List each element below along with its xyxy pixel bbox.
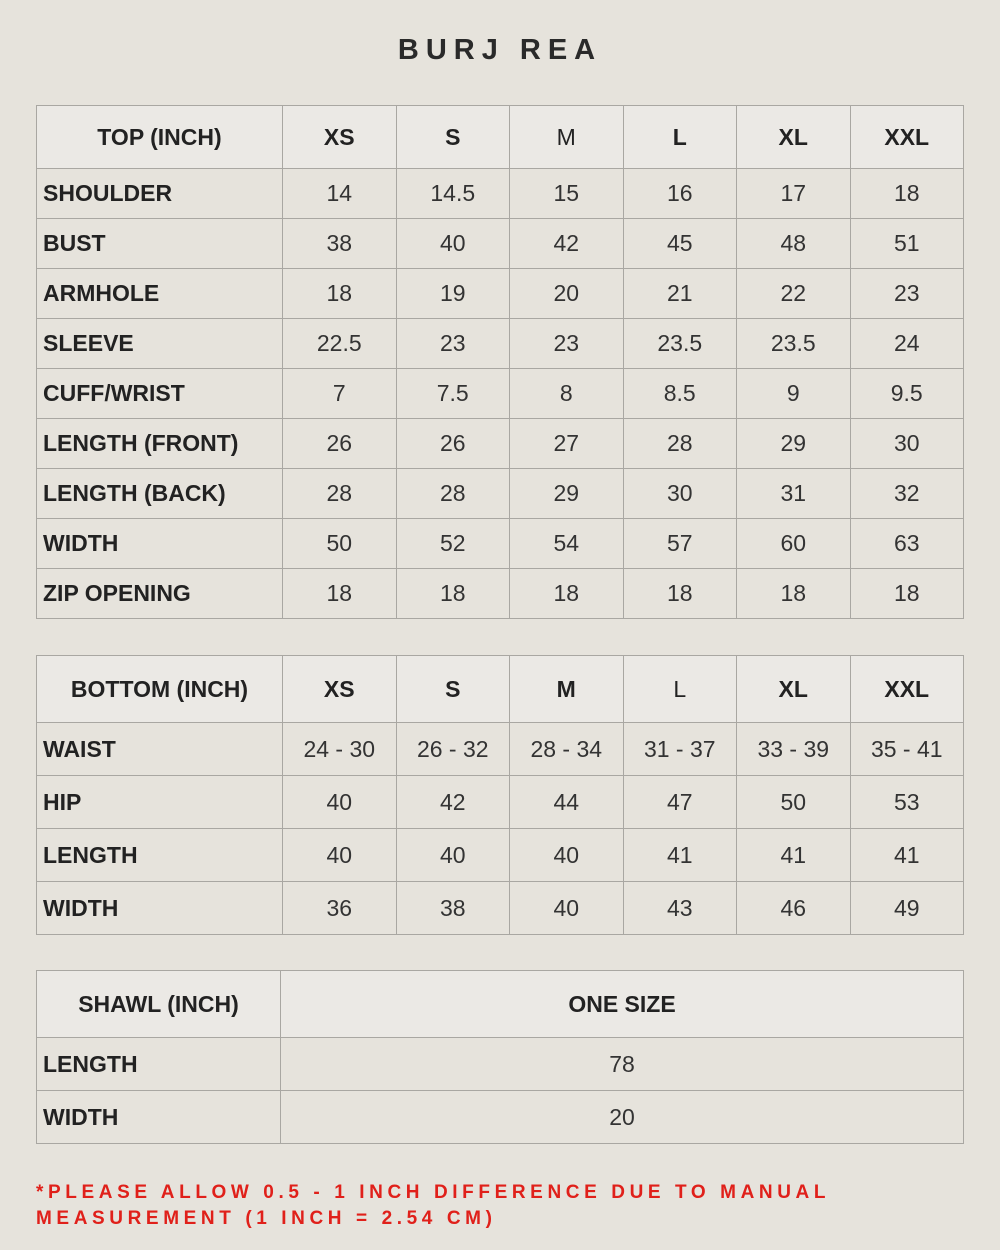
row-label: CUFF/WRIST <box>37 369 283 419</box>
cell-value: 31 - 37 <box>623 723 737 776</box>
row-label: BUST <box>37 219 283 269</box>
cell-value: 27 <box>510 419 624 469</box>
cell-value: 38 <box>396 882 510 935</box>
note-line-2: MEASUREMENT (1 INCH = 2.54 CM) <box>36 1208 497 1229</box>
size-header-s: S <box>396 106 510 169</box>
table-header-row <box>37 971 964 1038</box>
cell-value: 7 <box>283 369 397 419</box>
table-row <box>37 369 964 419</box>
top-size-table <box>36 105 964 619</box>
cell-value: 41 <box>737 829 851 882</box>
table-row <box>37 169 964 219</box>
cell-value: 21 <box>623 269 737 319</box>
size-header-l: L <box>623 656 737 723</box>
cell-value: 23 <box>510 319 624 369</box>
row-label: LENGTH <box>37 829 283 882</box>
size-header-xs: XS <box>283 656 397 723</box>
cell-value: 23.5 <box>623 319 737 369</box>
cell-value: 26 <box>283 419 397 469</box>
top-table-title: TOP (INCH) <box>37 106 283 169</box>
cell-value: 18 <box>850 569 964 619</box>
size-header-one-size: ONE SIZE <box>281 971 964 1038</box>
bottom-table-title: BOTTOM (INCH) <box>37 656 283 723</box>
cell-value: 36 <box>283 882 397 935</box>
cell-value: 9.5 <box>850 369 964 419</box>
size-header-m: M <box>510 656 624 723</box>
cell-value: 47 <box>623 776 737 829</box>
table-row <box>37 776 964 829</box>
cell-value: 43 <box>623 882 737 935</box>
cell-value: 28 <box>283 469 397 519</box>
size-header-xl: XL <box>737 106 851 169</box>
size-header-s: S <box>396 656 510 723</box>
cell-value: 28 <box>396 469 510 519</box>
cell-value: 23.5 <box>737 319 851 369</box>
cell-value: 40 <box>510 829 624 882</box>
cell-value: 30 <box>623 469 737 519</box>
cell-value: 23 <box>396 319 510 369</box>
row-label: HIP <box>37 776 283 829</box>
cell-value: 22 <box>737 269 851 319</box>
row-label: SHOULDER <box>37 169 283 219</box>
table-row <box>37 569 964 619</box>
cell-value: 18 <box>396 569 510 619</box>
cell-value: 41 <box>850 829 964 882</box>
cell-value: 54 <box>510 519 624 569</box>
cell-value: 9 <box>737 369 851 419</box>
row-label: LENGTH (FRONT) <box>37 419 283 469</box>
cell-value: 31 <box>737 469 851 519</box>
cell-value: 32 <box>850 469 964 519</box>
cell-value: 49 <box>850 882 964 935</box>
table-row <box>37 829 964 882</box>
cell-value: 18 <box>623 569 737 619</box>
shawl-table-title: SHAWL (INCH) <box>37 971 281 1038</box>
cell-value: 14.5 <box>396 169 510 219</box>
cell-value: 57 <box>623 519 737 569</box>
cell-value: 50 <box>283 519 397 569</box>
row-label: LENGTH (BACK) <box>37 469 283 519</box>
row-label: WAIST <box>37 723 283 776</box>
cell-value: 33 - 39 <box>737 723 851 776</box>
cell-value: 23 <box>850 269 964 319</box>
cell-value: 7.5 <box>396 369 510 419</box>
cell-value: 18 <box>283 569 397 619</box>
row-label: LENGTH <box>37 1038 281 1091</box>
row-label: WIDTH <box>37 519 283 569</box>
table-row <box>37 723 964 776</box>
size-header-xl: XL <box>737 656 851 723</box>
bottom-size-table <box>36 655 964 935</box>
cell-value: 40 <box>396 829 510 882</box>
cell-value: 42 <box>510 219 624 269</box>
table-header-row <box>37 106 964 169</box>
size-header-l: L <box>623 106 737 169</box>
table-row <box>37 882 964 935</box>
cell-value: 26 <box>396 419 510 469</box>
table-row <box>37 319 964 369</box>
row-label: WIDTH <box>37 882 283 935</box>
table-row <box>37 1091 964 1144</box>
cell-value: 45 <box>623 219 737 269</box>
table-row <box>37 519 964 569</box>
cell-value: 53 <box>850 776 964 829</box>
cell-value: 14 <box>283 169 397 219</box>
cell-value: 40 <box>283 776 397 829</box>
size-header-xxl: XXL <box>850 106 964 169</box>
cell-value: 28 <box>623 419 737 469</box>
cell-value: 18 <box>737 569 851 619</box>
cell-value: 38 <box>283 219 397 269</box>
cell-value: 24 <box>850 319 964 369</box>
cell-value: 78 <box>281 1038 964 1091</box>
cell-value: 20 <box>510 269 624 319</box>
cell-value: 40 <box>283 829 397 882</box>
shawl-size-table <box>36 970 964 1144</box>
row-label: WIDTH <box>37 1091 281 1144</box>
cell-value: 8.5 <box>623 369 737 419</box>
cell-value: 50 <box>737 776 851 829</box>
table-row <box>37 469 964 519</box>
row-label: ARMHOLE <box>37 269 283 319</box>
cell-value: 24 - 30 <box>283 723 397 776</box>
cell-value: 41 <box>623 829 737 882</box>
brand-title: BURJ REA <box>397 34 603 66</box>
cell-value: 19 <box>396 269 510 319</box>
table-row <box>37 1038 964 1091</box>
row-label: SLEEVE <box>37 319 283 369</box>
cell-value: 29 <box>737 419 851 469</box>
cell-value: 17 <box>737 169 851 219</box>
table-header-row <box>37 656 964 723</box>
table-row <box>37 269 964 319</box>
cell-value: 48 <box>737 219 851 269</box>
table-row <box>37 219 964 269</box>
note-line-1: *PLEASE ALLOW 0.5 - 1 INCH DIFFERENCE DUE TO MANUAL <box>36 1182 831 1203</box>
cell-value: 22.5 <box>283 319 397 369</box>
cell-value: 18 <box>283 269 397 319</box>
cell-value: 51 <box>850 219 964 269</box>
cell-value: 44 <box>510 776 624 829</box>
cell-value: 15 <box>510 169 624 219</box>
size-header-xxl: XXL <box>850 656 964 723</box>
measurement-note <box>36 1180 976 1232</box>
cell-value: 40 <box>396 219 510 269</box>
cell-value: 30 <box>850 419 964 469</box>
cell-value: 18 <box>850 169 964 219</box>
cell-value: 18 <box>510 569 624 619</box>
table-row <box>37 419 964 469</box>
cell-value: 35 - 41 <box>850 723 964 776</box>
cell-value: 29 <box>510 469 624 519</box>
cell-value: 26 - 32 <box>396 723 510 776</box>
cell-value: 63 <box>850 519 964 569</box>
cell-value: 40 <box>510 882 624 935</box>
cell-value: 28 - 34 <box>510 723 624 776</box>
size-header-m: M <box>510 106 624 169</box>
cell-value: 46 <box>737 882 851 935</box>
cell-value: 60 <box>737 519 851 569</box>
row-label: ZIP OPENING <box>37 569 283 619</box>
cell-value: 52 <box>396 519 510 569</box>
cell-value: 8 <box>510 369 624 419</box>
cell-value: 20 <box>281 1091 964 1144</box>
cell-value: 16 <box>623 169 737 219</box>
size-header-xs: XS <box>283 106 397 169</box>
cell-value: 42 <box>396 776 510 829</box>
